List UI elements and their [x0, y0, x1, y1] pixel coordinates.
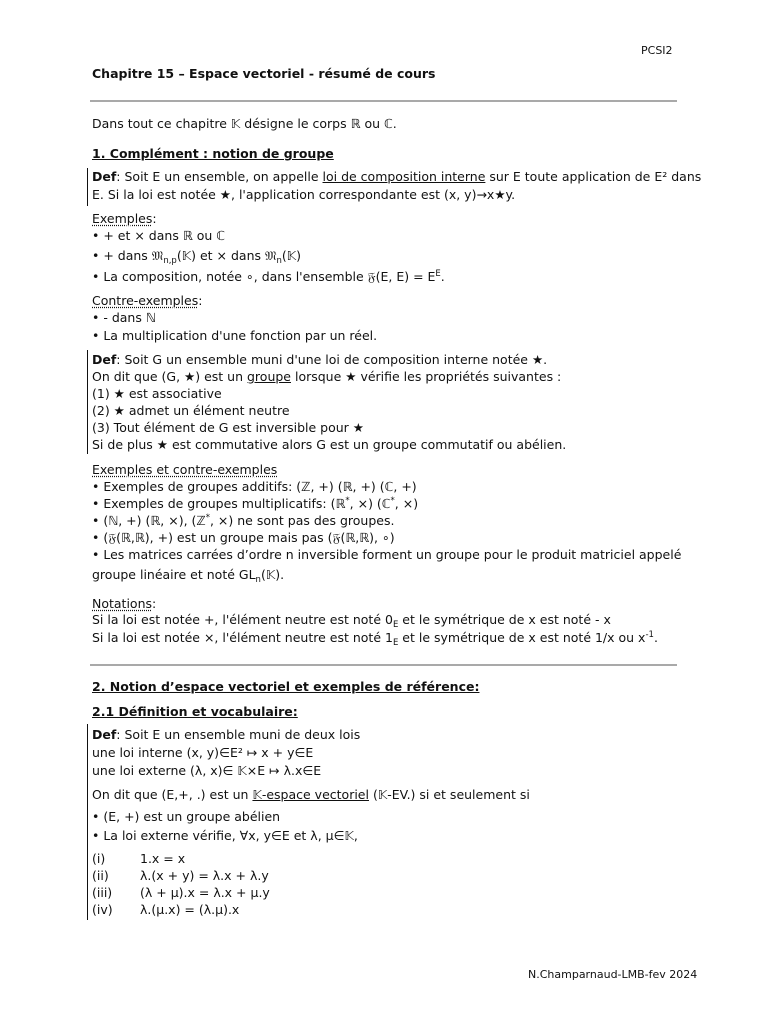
def-3-vector-space: On dit que (E,+, .) est un 𝕂-espace vectoriel (𝕂-EV.) si et seulement si — [92, 787, 530, 802]
def-2-commutative: Si de plus ★ est commutative alors G est un groupe commutatif ou abélien. — [92, 437, 567, 452]
counterexample-item: • - dans ℕ — [92, 310, 156, 325]
axiom: (i) 1.x = x — [92, 851, 186, 866]
example-item: • La composition, notée ∘, dans l'ensemble 𝔉(E, $E) = E^E$. — [92, 269, 445, 284]
example-item: • + dans 𝔐$_{n,p}$(𝕂) et × dans 𝔐$_n$(𝕂) — [92, 248, 302, 266]
notation-line: Si la loi est notée ×, l'élément neutre est noté $1_E$ et le symétrique de x est noté 1/x ou $x^{-1}$. — [92, 630, 658, 648]
group-example: • Exemples de groupes additifs: (ℤ, +) (ℝ, +) (ℂ, +) — [92, 479, 417, 494]
section-2-heading: 2. Notion d’espace vectoriel et exemples de référence: — [92, 679, 480, 694]
def-3-bullet: • (E, +) est un groupe abélien — [92, 809, 281, 824]
counterexample-item: • La multiplication d'une fonction par un réel. — [92, 328, 378, 343]
notations-heading: Notations: — [92, 596, 157, 611]
group-example: • Les matrices carrées d’ordre n inversible forment un groupe pour le produit matriciel appelé — [92, 547, 682, 562]
def-bar-1 — [87, 168, 88, 206]
group-example: groupe linéaire et noté $GL_n(𝕂)$. — [92, 567, 285, 585]
def-3-internal-law: une loi interne (x, y)∈E² ↦ x + y∈E — [92, 745, 314, 760]
def-bar-2 — [87, 350, 88, 454]
examples-counterexamples-heading: Exemples et contre-exemples — [92, 462, 278, 477]
axiom: (iii) (λ + μ).x = λ.x + μ.y — [92, 885, 270, 900]
section-1-heading: 1. Complément : notion de groupe — [92, 146, 334, 161]
section-2-1-heading: 2.1 Définition et vocabulaire: — [92, 704, 298, 719]
group-property: (3) Tout élément de G est inversible pour ★ — [92, 420, 364, 435]
def-2-line-1: Def: Soit G un ensemble muni d'une loi de composition interne notée ★. — [92, 352, 548, 367]
def-1-line-2: E. Si la loi est notée ★, l'application correspondante est (x, y)→x★y. — [92, 187, 516, 202]
footer-author: N.Champarnaud-LMB-fev 2024 — [528, 968, 698, 981]
example-item: • + et × dans ℝ ou ℂ — [92, 228, 225, 243]
examples-heading: Exemples: — [92, 211, 157, 226]
divider-middle — [90, 664, 677, 666]
def-3-line-1: Def: Soit E un ensemble muni de deux lois — [92, 727, 361, 742]
course-label: PCSI2 — [641, 44, 673, 57]
group-example: • Exemples de groupes multiplicatifs: (ℝ*, ×) (ℂ*, ×) — [92, 496, 419, 511]
axiom: (iv) λ.(μ.x) = (λ.μ).x — [92, 902, 240, 917]
page-title: Chapitre 15 – Espace vectoriel - résumé de cours — [92, 66, 436, 81]
def-2-line-2: On dit que (G, ★) est un groupe lorsque ★ vérifie les propriétés suivantes : — [92, 369, 562, 384]
group-property: (2) ★ admet un élément neutre — [92, 403, 290, 418]
group-example: • (ℕ, +) (ℝ, ×), (ℤ*, ×) ne sont pas des groupes. — [92, 513, 395, 528]
group-property: (1) ★ est associative — [92, 386, 222, 401]
def-3-external-law: une loi externe (λ, x)∈ 𝕂×E ↦ λ.x∈E — [92, 763, 322, 778]
def-1-line-1: Def: Soit E un ensemble, on appelle loi de composition interne sur E toute application de E² dans — [92, 169, 702, 184]
intro-text: Dans tout ce chapitre 𝕂 désigne le corps ℝ ou ℂ. — [92, 116, 397, 131]
group-example: • (𝔉(ℝ,ℝ), +) est un groupe mais pas (𝔉(ℝ,ℝ), ∘) — [92, 530, 395, 545]
counterexamples-heading: Contre-exemples: — [92, 293, 203, 308]
notation-line: Si la loi est notée +, l'élément neutre est noté $0_E$ et le symétrique de x est noté - x — [92, 612, 611, 630]
def-bar-3 — [87, 724, 88, 920]
divider-top — [90, 100, 677, 102]
axiom: (ii) λ.(x + y) = λ.x + λ.y — [92, 868, 269, 883]
def-3-bullet: • La loi externe vérifie, ∀x, y∈E et λ, μ∈𝕂, — [92, 828, 358, 843]
